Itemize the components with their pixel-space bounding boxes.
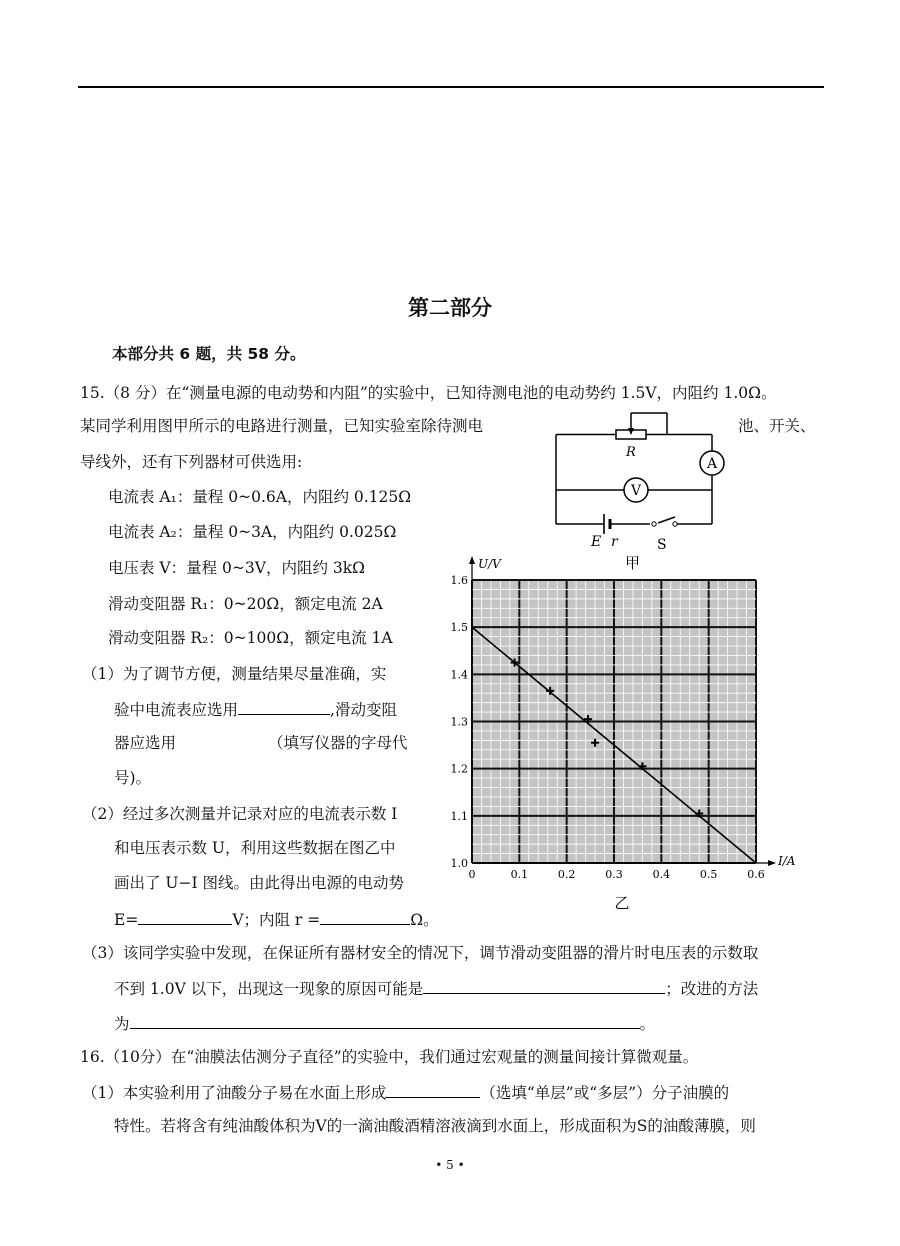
q16-part1-line2: 特性。若将含有纯油酸体积为V的一滴油酸酒精溶液滴到水面上，形成面积为S的油酸薄膜，则	[114, 1117, 756, 1135]
q15-part1-text: ,滑动变阻	[330, 701, 397, 719]
q15-part3-line2	[114, 977, 758, 999]
x-axis-label: I/A	[778, 854, 796, 868]
x-tick-label: 0.3	[605, 868, 623, 881]
switch-label: S	[657, 537, 667, 553]
ammeter-label: A	[707, 456, 718, 472]
internal-resistance-label: r	[611, 534, 618, 550]
y-tick-label: 1.2	[450, 762, 468, 776]
q15-part3-text: 不到 1.0V 以下，出现这一现象的原因可能是	[114, 980, 424, 998]
section-intro: 本部分共 6 题，共 58 分。	[112, 345, 306, 363]
q15-part2-text: E=	[114, 911, 139, 929]
y-tick-label: 1.6	[450, 574, 468, 587]
answer-blank-layer[interactable]	[386, 1081, 480, 1098]
q16-part1-line1	[82, 1081, 729, 1103]
equipment-item: 滑动变阻器 R₁：0~20Ω，额定电流 2A	[108, 595, 383, 613]
q15-part3-text: 为	[114, 1015, 130, 1033]
voltmeter-label: V	[631, 483, 642, 499]
section-title: 第二部分	[408, 296, 492, 320]
circuit-caption: 甲	[625, 554, 641, 572]
q15-part2-line1: （2）经过多次测量并记录对应的电流表示数 I	[82, 805, 398, 823]
equipment-item: 电流表 A₁：量程 0~0.6A，内阻约 0.125Ω	[108, 488, 412, 506]
equipment-item: 电流表 A₂：量程 0~3A，内阻约 0.025Ω	[108, 523, 397, 541]
answer-blank-ammeter[interactable]	[238, 698, 330, 715]
q15-part1-line3	[114, 733, 408, 753]
y-axis-label: U/V	[478, 557, 501, 571]
x-tick-label: 0.5	[699, 868, 718, 881]
q15-line3: 导线外，还有下列器材可供选用:	[80, 453, 303, 471]
x-tick-label: 0	[468, 868, 476, 881]
q15-line2b: 池、开关、	[738, 417, 816, 435]
q15-part3-line3	[114, 1012, 655, 1034]
x-axis-arrow	[768, 860, 776, 866]
x-tick-label: 0.1	[510, 868, 529, 881]
rheostat-label: R	[626, 445, 636, 460]
y-axis-arrow	[469, 556, 475, 564]
answer-blank-reason[interactable]	[423, 977, 665, 994]
rheostat-slider-arrow	[628, 428, 634, 435]
q15-part2-line2: 和电压表示数 U，利用这些数据在图乙中	[114, 839, 396, 857]
q15-line1: 15.（8 分）在“测量电源的电动势和内阻”的实验中，已知待测电池的电动势约 1.5V，内阻约 1.0Ω。	[80, 384, 777, 402]
q15-part1-text: （填写仪器的字母代	[268, 734, 408, 752]
chart-grid	[469, 556, 776, 866]
top-rule	[78, 86, 824, 88]
page-number: • 5 •	[435, 1158, 465, 1172]
q15-part1-line2	[114, 698, 397, 720]
answer-blank-improvement[interactable]	[130, 1012, 640, 1029]
q15-part3-text: ；改进的方法	[665, 980, 759, 998]
answer-blank-emf[interactable]	[138, 908, 232, 925]
q15-part2-text: Ω。	[410, 911, 439, 929]
q15-part1-line1: （1）为了调节方便，测量结果尽量准确，实	[82, 665, 387, 683]
y-tick-label: 1.1	[450, 809, 468, 823]
answer-blank-resistance[interactable]	[320, 908, 410, 925]
q15-part1-text: 验中电流表应选用	[114, 701, 239, 719]
q16-part1-text: （选填“单层”或“多层”）分子油膜的	[480, 1084, 730, 1102]
chart-caption: 乙	[614, 894, 630, 912]
x-tick-label: 0.2	[557, 868, 576, 881]
y-tick-label: 1.4	[450, 668, 468, 682]
q15-part2-line4	[114, 908, 439, 930]
q16-line1: 16.（10分）在“油膜法估测分子直径”的实验中，我们通过宏观量的测量间接计算微观量。	[80, 1048, 699, 1066]
ui-chart	[442, 550, 802, 915]
q15-part2-text: V；内阻 r =	[232, 911, 321, 929]
equipment-item: 滑动变阻器 R₂：0~100Ω，额定电流 1A	[108, 629, 393, 647]
q15-part1-line4: 号)。	[114, 769, 152, 787]
y-tick-label: 1.0	[450, 857, 468, 870]
q16-part1-text: （1）本实验利用了油酸分子易在水面上形成	[82, 1084, 387, 1102]
y-tick-label: 1.5	[450, 621, 468, 635]
x-tick-label: 0.6	[747, 868, 765, 881]
emf-label: E	[591, 534, 602, 550]
y-tick-label: 1.3	[450, 715, 468, 729]
switch-symbol	[658, 517, 675, 523]
q15-part2-line3: 画出了 U−I 图线。由此得出电源的电动势	[114, 874, 405, 892]
q15-part3-text: 。	[639, 1015, 656, 1033]
x-tick-label: 0.4	[652, 868, 671, 881]
q15-line2a: 某同学利用图甲所示的电路进行测量，已知实验室除待测电	[80, 417, 484, 435]
equipment-item: 电压表 V：量程 0~3V，内阻约 3kΩ	[108, 559, 365, 577]
q15-part1-text: 器应选用	[114, 734, 177, 752]
q15-part3-line1: （3）该同学实验中发现，在保证所有器材安全的情况下，调节滑动变阻器的滑片时电压表的示数取	[82, 944, 759, 962]
